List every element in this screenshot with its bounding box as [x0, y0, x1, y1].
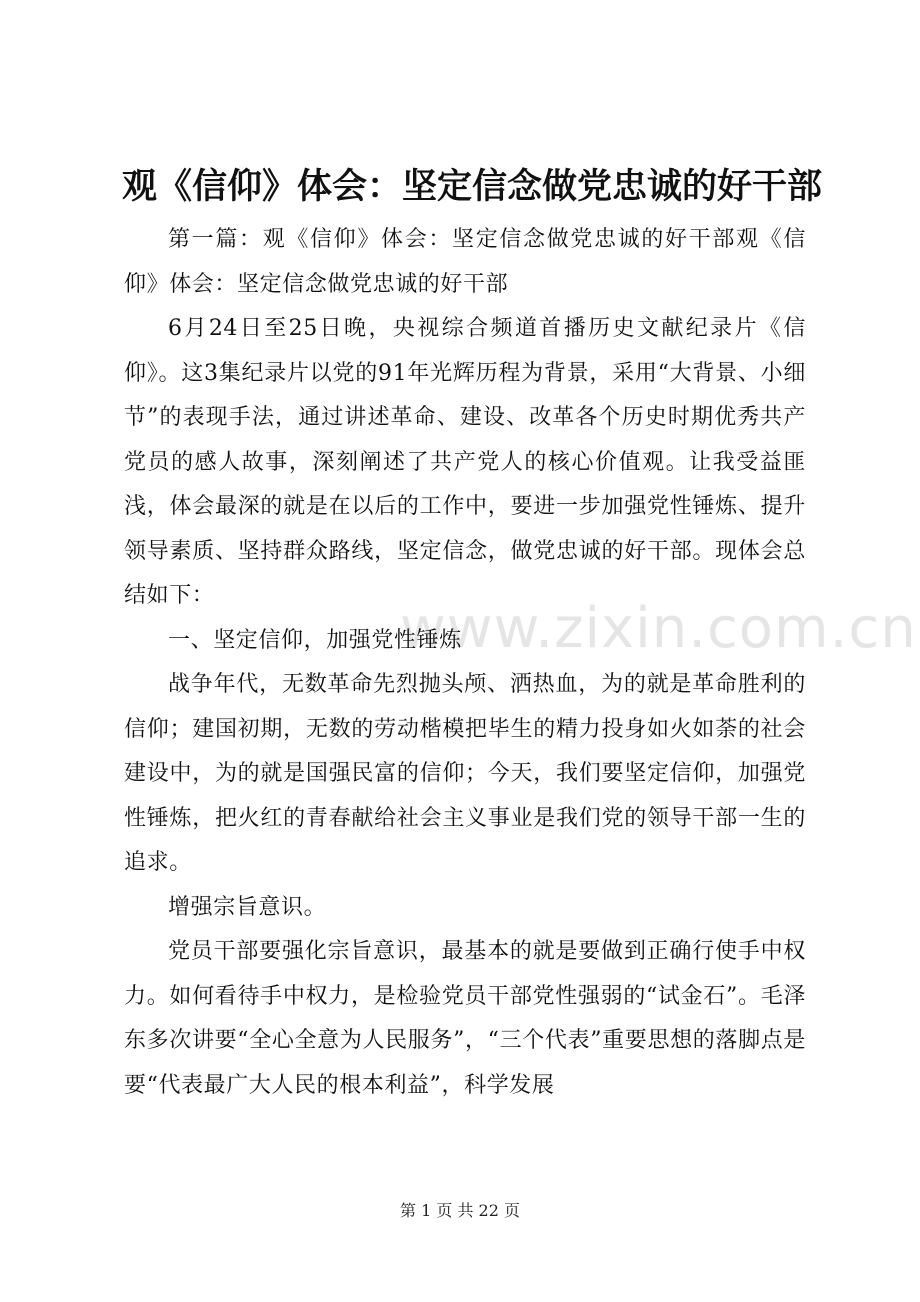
subheading: 增强宗旨意识。	[168, 894, 327, 920]
page-footer: 第 1 页 共 22 页	[400, 1201, 520, 1220]
paragraph-2: 6月24日至25日晚，央视综合频道首播历史文献纪录片《信仰》。这3集纪录片以党的91年光辉历程为背景，采用“大背景、小细节”的表现手法，通过讲述革命、建设、改革各个历史时期优秀共产党员的感人故事，深刻阐述了共产党人的核心价值观。让我受益匪浅，体会最深的就是在以后的工作中，要进一步加强党性锤炼、提升领导素质、坚持群众路线，坚定信念，做党忠诚的好干部。现体会总结如下：	[124, 316, 806, 608]
paragraph-1: 第一篇：观《信仰》体会：坚定信念做党忠诚的好干部观《信仰》体会：坚定信念做党忠诚的好干部	[124, 227, 806, 297]
section-heading: 一、坚定信仰，加强党性锤炼	[168, 627, 462, 653]
watermark: www.zixin.com.cn	[400, 596, 917, 661]
paragraph-3: 战争年代，无数革命先烈抛头颅、洒热血，为的就是革命胜利的信仰；建国初期，无数的劳动楷模把毕生的精力投身如火如荼的社会建设中，为的就是国强民富的信仰；今天，我们要坚定信仰，加强党性锤炼，把火红的青春献给社会主义事业是我们党的领导干部一生的追求。	[124, 672, 806, 875]
paragraph-4: 党员干部要强化宗旨意识，最基本的就是要做到正确行使手中权力。如何看待手中权力，是检验党员干部党性强弱的“试金石”。毛泽东多次讲要“全心全意为人民服务”，“三个代表”重要思想的落脚点是要“代表最广大人民的根本利益”，科学发展	[124, 939, 806, 1098]
document-title: 观《信仰》体会：坚定信念做党忠诚的好干部	[122, 167, 823, 207]
document-body	[124, 218, 806, 1108]
